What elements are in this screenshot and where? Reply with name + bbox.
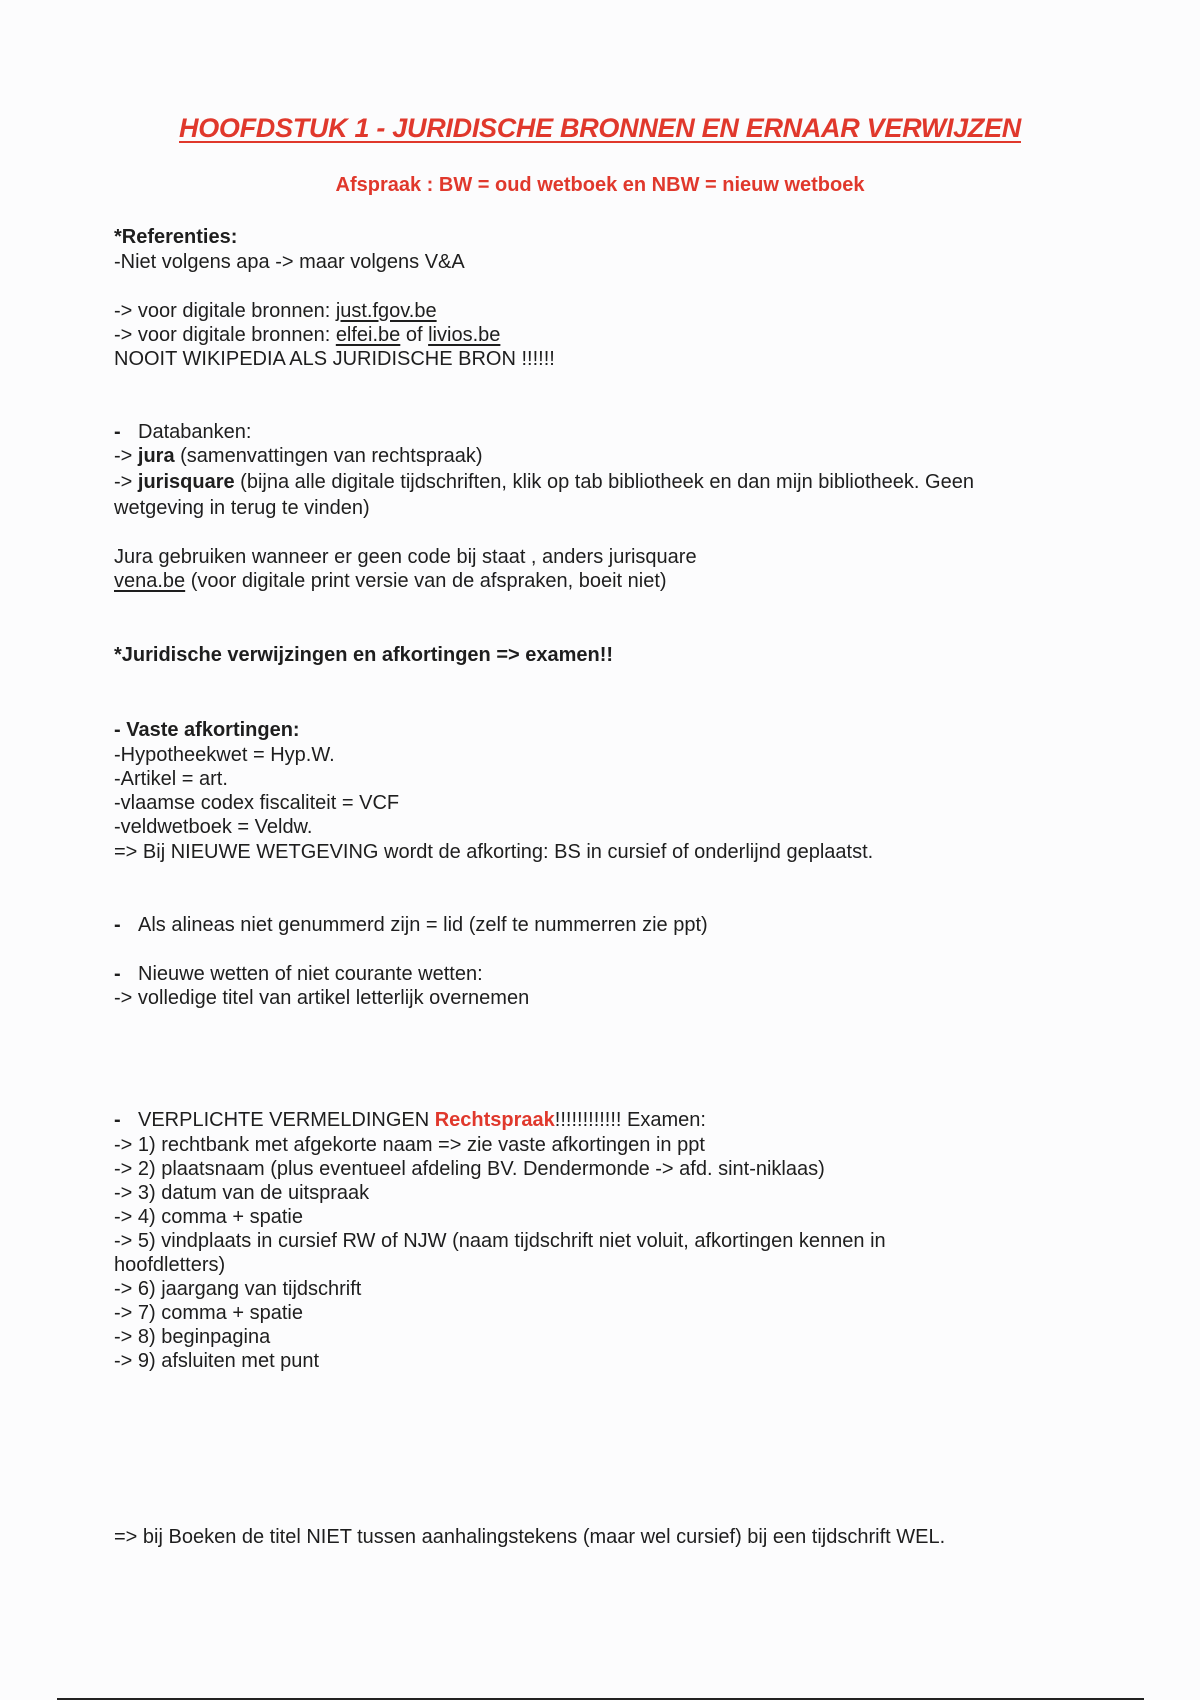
verplicht-item: -> 9) afsluiten met punt [114,1350,320,1372]
verplicht-item: -> 2) plaatsnaam (plus eventueel afdeling BV. Dendermonde -> afd. sint-niklaas) [114,1158,825,1180]
databanken-heading [114,420,251,444]
verplicht-suffix: !!!!!!!!!!!! Examen: [554,1109,706,1131]
vena-link[interactable]: vena.be [114,570,186,592]
verplicht-item: -> 6) jaargang van tijdschrift [114,1278,362,1300]
alineas-text: Als alineas niet genummerd zijn = lid (zelf te nummerren zie ppt) [138,914,708,936]
afkorting-item: -Artikel = art. [114,768,228,790]
arrow: -> [114,471,138,493]
just-fgov-link[interactable]: just.fgov.be [335,300,437,322]
afkorting-item: => Bij NIEUWE WETGEVING wordt de afkorting: BS in cursief of onderlijnd geplaatst. [114,841,874,863]
verplicht-heading [114,1108,706,1132]
verplicht-item: hoofdletters) [114,1254,226,1276]
arrow: -> [114,445,138,467]
or-text: of [400,324,429,346]
jura-line [114,444,483,468]
bullet-dash: - [114,914,121,936]
verwijzingen-heading: *Juridische verwijzingen en afkortingen => examen!! [114,644,614,666]
afkortingen-heading: - Vaste afkortingen: [114,719,300,741]
jura-usage: Jura gebruiken wanneer er geen code bij staat , anders jurisquare [114,546,697,568]
verplicht-item: -> 5) vindplaats in cursief RW of NJW (naam tijdschrift niet voluit, afkortingen kennen in [114,1230,886,1252]
digital-source-prefix: -> voor digitale bronnen: [114,324,336,346]
verplicht-item: -> 7) comma + spatie [114,1302,303,1324]
chapter-title: HOOFDSTUK 1 - JURIDISCHE BRONNEN EN ERNAAR VERWIJZEN [179,113,1021,143]
verplicht-prefix: VERPLICHTE VERMELDINGEN [138,1109,435,1131]
livios-link[interactable]: livios.be [428,324,501,346]
afkorting-item: -Hypotheekwet = Hyp.W. [114,744,335,766]
boeken-note: => bij Boeken de titel NIET tussen aanhalingstekens (maar wel cursief) bij een tijdschrift WEL. [114,1526,946,1548]
digital-source-line-1 [114,299,437,323]
databanken-label: Databanken: [138,421,252,443]
afkorting-item: -veldwetboek = Veldw. [114,816,313,838]
bullet-dash: - [114,1109,121,1131]
jura-desc: (samenvattingen van rechtspraak) [174,445,483,467]
jurisquare-line [114,470,974,494]
jurisquare-desc-cont: wetgeving in terug te vinden) [114,497,370,519]
digital-source-line-2 [114,323,500,347]
bullet-dash: - [114,421,121,443]
verplicht-item: -> 4) comma + spatie [114,1206,303,1228]
verplicht-item: -> 8) beginpagina [114,1326,271,1348]
vena-line [114,569,667,593]
verplicht-item: -> 1) rechtbank met afgekorte naam => zie vaste afkortingen in ppt [114,1134,705,1156]
alineas-line [114,913,708,937]
verplicht-item: -> 3) datum van de uitspraak [114,1182,370,1204]
digital-source-prefix: -> voor digitale bronnen: [114,300,336,322]
referenties-heading: *Referenties: [114,226,238,248]
referenties-line: -Niet volgens apa -> maar volgens V&A [114,251,465,273]
nieuwe-wetten-text: Nieuwe wetten of niet courante wetten: [138,963,483,985]
jurisquare-desc: (bijna alle digitale tijdschriften, klik op tab bibliotheek en dan mijn bibliotheek. Geen [234,471,974,493]
jurisquare-name: jurisquare [137,471,235,493]
jura-name: jura [137,445,175,467]
vena-desc: (voor digitale print versie van de afspraken, boeit niet) [185,570,667,592]
nieuwe-wetten-sub: -> volledige titel van artikel letterlijk overnemen [114,987,530,1009]
bullet-dash: - [114,963,121,985]
wikipedia-warning: NOOIT WIKIPEDIA ALS JURIDISCHE BRON !!!!!! [114,348,555,370]
nieuwe-wetten-line [114,962,483,986]
rechtspraak-highlight: Rechtspraak [434,1109,555,1131]
agreement-subtitle: Afspraak : BW = oud wetboek en NBW = nieuw wetboek [335,174,865,196]
afkorting-item: -vlaamse codex fiscaliteit = VCF [114,792,400,814]
elfei-link[interactable]: elfei.be [335,324,401,346]
